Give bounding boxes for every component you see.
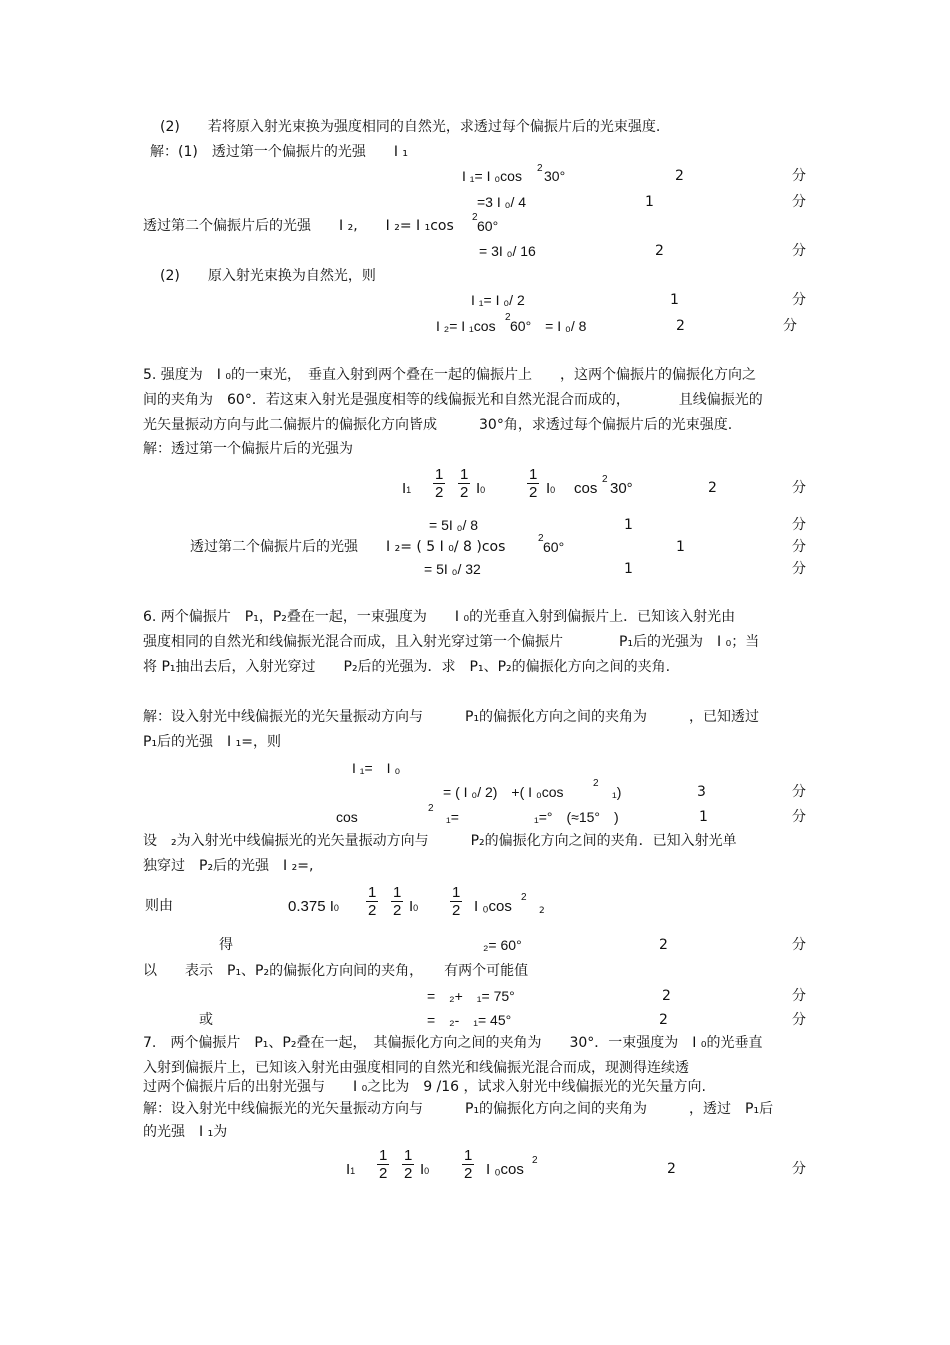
score-unit: 分 — [792, 809, 806, 825]
score: 1 — [676, 539, 685, 555]
score-unit: 分 — [792, 194, 806, 210]
problem6-solution: 设 ₂为入射光中线偏振光的光矢量振动方向与 P₂的偏振化方向之间的夹角．已知入射光单 — [143, 833, 737, 849]
problem6-solution: 独穿过 P₂后的光强 I ₂=, — [143, 858, 314, 874]
eq-angle-value: ₁=° (≈15° ) — [534, 809, 619, 825]
fraction-half: $\frac{1}{2}$ — [529, 466, 538, 501]
eq-i0: I0 — [409, 898, 419, 915]
eq-expansion: = ( I ₀/ 2) +( I ₀cos — [443, 784, 564, 800]
problem7-solution: 的光强 I ₁为 — [143, 1124, 228, 1140]
score-unit: 分 — [792, 243, 806, 259]
eq-i0: I0 — [546, 480, 556, 497]
fraction-half: $\frac{1}{2}$ — [435, 466, 444, 501]
problem7-solution: 解：设入射光中线偏振光的光矢量振动方向与 P₁的偏振化方向之间的夹角为 ，透过 P₁后 — [143, 1101, 774, 1117]
score: 2 — [675, 168, 684, 184]
eq-angle: 30° — [544, 168, 566, 184]
problem4-solution-part2: (2) 原入射光束换为自然光，则 — [160, 268, 376, 284]
eq-cos: I ₀cos — [474, 898, 512, 915]
problem6-solution: 以 表示 P₁、P₂的偏振化方向间的夹角， 有两个可能值 — [143, 963, 529, 979]
problem4-solution-part1: 解：(1) 透过第一个偏振片的光强 I ₁ — [150, 144, 409, 160]
eq-result: = 5I ₀/ 32 — [424, 561, 481, 577]
eq-result: ₂= 60° — [483, 937, 522, 953]
eq-i1: I1 — [402, 480, 412, 497]
eq-sub: 2 — [539, 906, 545, 916]
score-unit: 分 — [792, 1012, 806, 1028]
problem7-text: 过两个偏振片后的出射光强与 I ₀之比为 9 /16 ，试求入射光中线偏振光的光矢量方向. — [143, 1079, 706, 1095]
score: 1 — [624, 517, 633, 533]
problem6-text: 强度相同的自然光和线偏振光混合而成，且入射光穿过第一个偏振片 P₁后的光强为 I ₀；当 — [143, 634, 760, 650]
eq-i2: I ₂= I ₁cos — [436, 318, 496, 334]
score-unit: 分 — [792, 561, 806, 577]
problem6-solution: P₁后的光强 I ₁=，则 — [143, 734, 281, 750]
eq-result: = ₂+ ₁= 75° — [427, 988, 515, 1004]
fraction-half: $\frac{1}{2}$ — [393, 884, 402, 919]
eq-result: = 5I ₀/ 8 — [429, 517, 479, 533]
eq-exp: 2 — [537, 163, 543, 174]
score-unit: 分 — [792, 937, 806, 953]
fraction-half: $\frac{1}{2}$ — [368, 884, 377, 919]
problem5-solution: 解：透过第一个偏振片后的光强为 — [143, 441, 353, 457]
eq-result: = 3I ₀/ 16 — [479, 243, 536, 259]
eq-cos: cos — [574, 480, 598, 497]
fraction-half: $\frac{1}{2}$ — [379, 1147, 388, 1182]
eq-i0: I0 — [420, 1161, 430, 1178]
problem5-text: 5. 强度为 I ₀的一束光， 垂直入射到两个叠在一起的偏振片上 ，这两个偏振片的偏振化方向之 — [143, 367, 756, 383]
score-unit: 分 — [792, 988, 806, 1004]
fraction-half: $\frac{1}{2}$ — [404, 1147, 413, 1182]
problem6-solution: 得 — [219, 937, 233, 953]
eq-i1: I1 — [346, 1161, 356, 1178]
fraction-half: $\frac{1}{2}$ — [460, 466, 469, 501]
problem6-solution: 解：设入射光中线偏振光的光矢量振动方向与 P₁的偏振化方向之间的夹角为 ，已知透过 — [143, 709, 760, 725]
eq-second-polarizer: 透过第二个偏振片后的光强 I ₂= ( 5 I ₀/ 8 )cos — [190, 539, 506, 555]
eq-exp: 2 — [538, 533, 544, 544]
eq-lhs: 0.375 I0 — [288, 898, 339, 915]
problem6-solution: 或 — [199, 1012, 213, 1028]
eq-exp: 2 — [593, 778, 599, 789]
eq-cos: I ₀cos — [486, 1161, 524, 1178]
score: 1 — [624, 561, 633, 577]
score-unit: 分 — [792, 539, 806, 555]
problem5-text: 间的夹角为 60°．若这束入射光是强度相等的线偏振光和自然光混合而成的， 且线偏振光的 — [143, 392, 763, 408]
problem6-text: 将 P₁抽出去后，入射光穿过 P₂后的光强为．求 P₁、P₂的偏振化方向之间的夹角. — [143, 659, 671, 675]
score-unit: 分 — [792, 1161, 806, 1177]
eq-result: = ₂- ₁= 45° — [427, 1012, 512, 1028]
eq-cos: cos — [336, 809, 358, 825]
problem4-part2-question: (2) 若将原入射光束换为强度相同的自然光，求透过每个偏振片后的光束强度. — [160, 119, 661, 135]
eq-expansion-end: ₁) — [612, 784, 622, 800]
score: 1 — [699, 809, 708, 825]
eq-i1: I ₁= I ₀ — [352, 760, 401, 776]
score: 2 — [662, 988, 671, 1004]
eq-result: I ₁= I ₀/ 2 — [471, 292, 525, 308]
eq-angle: 30° — [610, 480, 633, 497]
score-unit: 分 — [792, 480, 806, 496]
score: 1 — [670, 292, 679, 308]
problem6-solution: 则由 — [145, 898, 173, 914]
score-unit: 分 — [792, 517, 806, 533]
score: 2 — [655, 243, 664, 259]
eq-angle: 60° — [543, 539, 565, 555]
eq-result: 60° = I ₀/ 8 — [510, 318, 587, 334]
problem7-text: 入射到偏振片上，已知该入射光由强度相同的自然光和线偏振光混合而成，现测得连续透 — [143, 1060, 689, 1076]
eq-cos-value: ₁= — [446, 809, 459, 825]
score: 2 — [667, 1161, 676, 1177]
eq-angle: 60° — [477, 218, 499, 234]
eq-i0: I0 — [476, 480, 486, 497]
eq-exp: 2 — [505, 312, 511, 323]
eq-exp: 2 — [521, 892, 527, 903]
eq-exp: 2 — [602, 474, 608, 485]
eq-i1-cos: I ₁= I ₀cos — [462, 168, 522, 184]
eq-exp: 2 — [472, 212, 478, 223]
eq-second-polarizer: 透过第二个偏振片后的光强 I ₂, I ₂= I ₁cos — [143, 218, 454, 234]
problem7-text: 7. 两个偏振片 P₁、P₂叠在一起， 其偏振化方向之间的夹角为 30°．一束强度为 I ₀的光垂直 — [143, 1035, 763, 1051]
score: 2 — [659, 1012, 668, 1028]
score-unit: 分 — [792, 168, 806, 184]
score-unit: 分 — [792, 292, 806, 308]
score-unit: 分 — [792, 784, 806, 800]
score: 2 — [708, 480, 717, 496]
fraction-half: $\frac{1}{2}$ — [452, 884, 461, 919]
score: 2 — [676, 318, 685, 334]
eq-exp: 2 — [428, 803, 434, 814]
eq-result: =3 I ₀/ 4 — [477, 194, 527, 210]
score: 1 — [645, 194, 654, 210]
fraction-half: $\frac{1}{2}$ — [464, 1147, 473, 1182]
problem5-text: 光矢量振动方向与此二偏振片的偏振化方向皆成 30°角，求透过每个偏振片后的光束强度. — [143, 417, 733, 433]
eq-exp: 2 — [532, 1155, 538, 1166]
score-unit: 分 — [783, 318, 797, 334]
problem6-text: 6. 两个偏振片 P₁，P₂叠在一起，一束强度为 I ₀的光垂直入射到偏振片上．已知该入射光由 — [143, 609, 736, 625]
score: 2 — [659, 937, 668, 953]
score: 3 — [697, 784, 706, 800]
